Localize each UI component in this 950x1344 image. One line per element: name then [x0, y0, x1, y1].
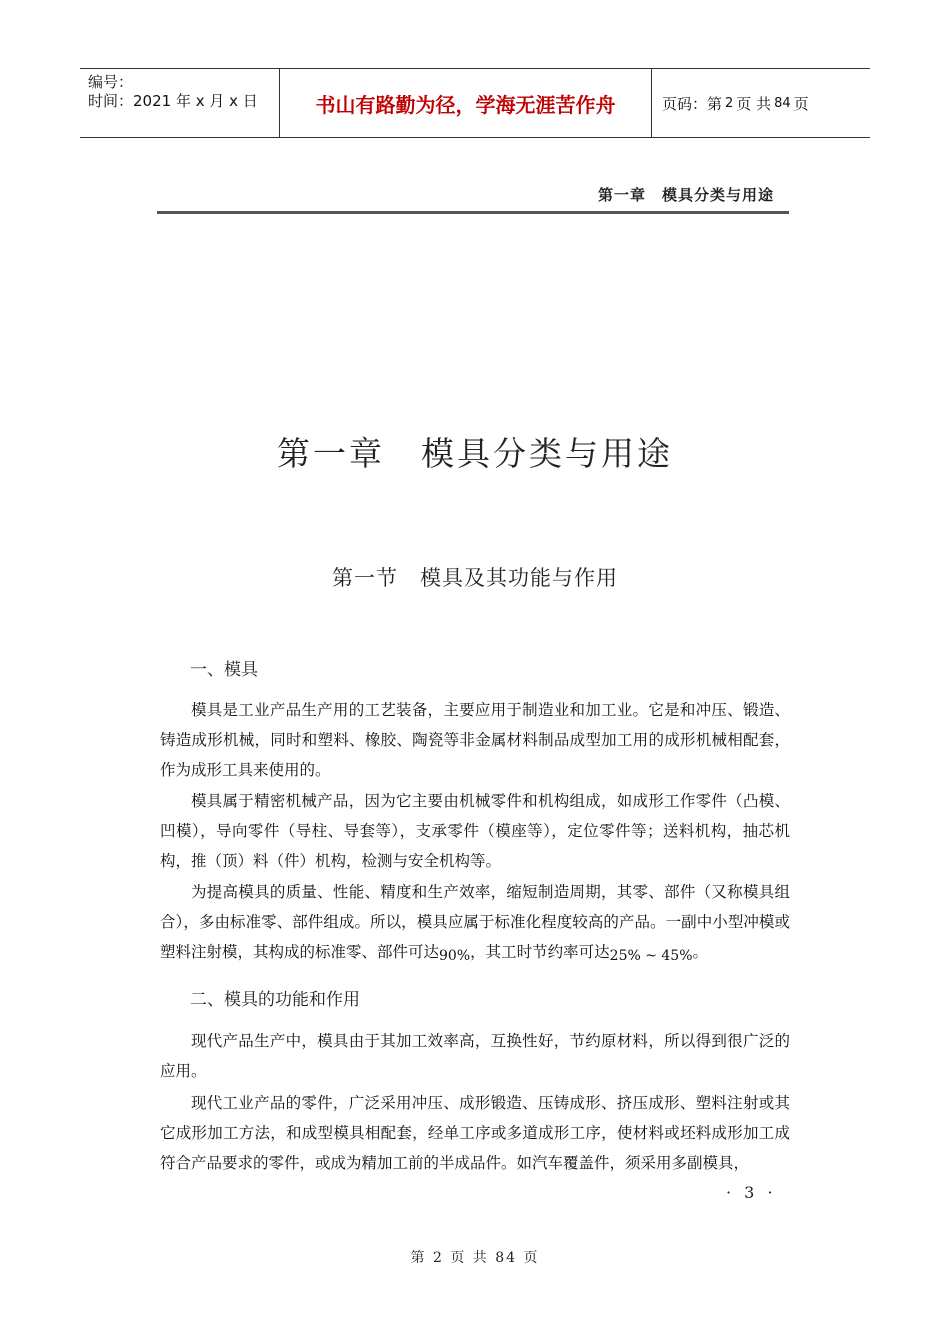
code-label: 编号：: [88, 73, 134, 91]
page-footer: [0, 1247, 950, 1267]
percent-time-saving: 25% ~ 45%: [609, 948, 693, 964]
footer-current: 2: [432, 1250, 444, 1266]
date-label: 时间：2021 年 x 月 x 日: [88, 92, 258, 110]
footer-mid: 页 共: [450, 1250, 489, 1266]
header-meta: [80, 69, 280, 137]
chapter-title: 第一章 模具分类与用途: [277, 434, 673, 473]
subsection-heading-2: 二、模具的功能和作用: [190, 990, 360, 1010]
paragraph-1: 模具是工业产品生产用的工艺装备，主要应用于制造业和加工业。它是和冲压、锻造、铸造成形机械，同时和塑料、橡胶、陶瓷等非金属材料制品成型加工用的成形机械相配套，作为成形工具来使用的。: [160, 701, 790, 779]
paragraph-2: 模具属于精密机械产品，因为它主要由机械零件和机构组成，如成形工作零件（凸模、凹模），导向零件（导柱、导套等），支承零件（模座等），定位零件等；送料机构，抽芯机构，推（顶）料（件）机构，检测与安全机构等。: [160, 792, 790, 870]
subsection-heading-1: 一、模具: [190, 660, 258, 680]
footer-prefix: 第: [410, 1250, 427, 1266]
section-title: 第一节 模具及其功能与作用: [332, 566, 618, 590]
page-current: 2: [725, 95, 734, 111]
page-mid: 页 共: [736, 94, 772, 113]
paragraph-3-text-b: ，其工时节约率可达: [470, 943, 610, 961]
footer-total: 84: [495, 1250, 518, 1266]
paragraph-4: 现代产品生产中，模具由于其加工效率高，互换性好，节约原材料，所以得到很广泛的应用。: [160, 1032, 790, 1080]
running-head: 第一章 模具分类与用途: [597, 186, 774, 204]
footer-suffix: 页: [523, 1250, 540, 1266]
running-head-rule: [157, 211, 789, 214]
header-table: [80, 68, 870, 138]
header-page-counter: [652, 69, 870, 137]
paragraph-3: [160, 877, 790, 968]
page-suffix: 页: [793, 94, 809, 113]
paragraph-3-text-c: 。: [692, 943, 709, 961]
page-total: 84: [774, 95, 791, 111]
page-prefix: 页码：第: [662, 94, 723, 113]
header-motto: 书山有路勤为径，学海无涯苦作舟: [280, 69, 652, 137]
book-page-number: · 3 ·: [726, 1183, 777, 1202]
percent-standard-parts: 90%: [439, 948, 471, 964]
paragraph-3-text-a: 为提高模具的质量、性能、精度和生产效率，缩短制造周期，其零、部件（又称模具组合），多由标准零、部件组成。所以，模具应属于标准化程度较高的产品。一副中小型冲模或塑料注射模，其构成的标准零、部件可达: [160, 883, 790, 961]
paragraph-5: 现代工业产品的零件，广泛采用冲压、成形锻造、压铸成形、挤压成形、塑料注射或其它成形加工方法，和成型模具相配套，经单工序或多道成形工序，使材料或坯料成形加工成符合产品要求的零件，或成为精加工前的半成品件。如汽车覆盖件，须采用多副模具，: [160, 1094, 790, 1172]
